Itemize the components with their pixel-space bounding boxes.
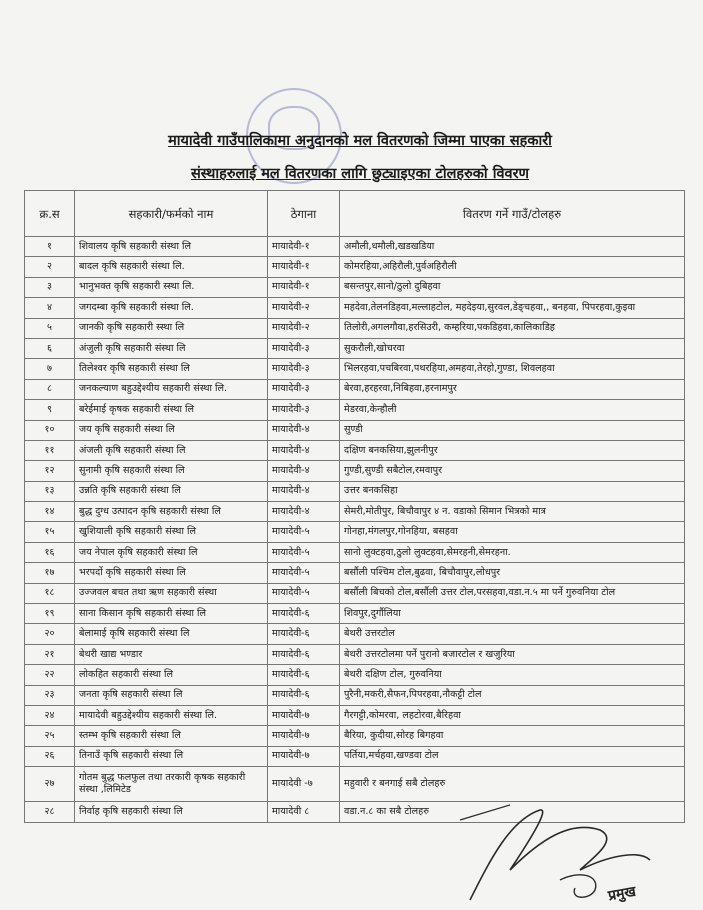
row-serial: २७ [25,767,75,802]
row-name: अंजुली कृषि सहकारी संस्था लि [75,338,268,358]
row-address: मायादेवी ८ [268,802,340,822]
row-areas: शिवपुर,दुर्गौलिया [340,604,685,624]
table-row [25,481,685,501]
table-row [25,563,685,583]
row-serial: ११ [25,440,75,460]
row-address: मायादेवी-५ [268,542,340,562]
row-serial: १९ [25,604,75,624]
footer-stamp: प्रमुख [606,883,638,905]
header-serial: क्र.स [25,191,75,237]
row-serial: १ [25,237,75,257]
row-name: अंजली कृषि सहकारी संस्था लि [75,440,268,460]
table-row [25,318,685,338]
row-name: सुनामी कृषि सहकारी संस्था लि [75,461,268,481]
row-name: शिवालय कृषि सहकारी संस्था लि [75,237,268,257]
row-serial: २६ [25,746,75,766]
table-body [25,237,685,823]
table-row [25,604,685,624]
row-serial: १६ [25,542,75,562]
row-name: स्तम्भ कृषि सहकारी संस्था लि [75,726,268,746]
row-address: मायादेवी-६ [268,665,340,685]
row-address: मायादेवी -७ [268,767,340,802]
row-serial: ५ [25,318,75,338]
row-serial: १२ [25,461,75,481]
row-address: मायादेवी-२ [268,318,340,338]
row-name: तिलेश्वर कृषि सहकारी संस्था लि [75,359,268,379]
row-areas: मेडरवा,केन्हौली [340,400,685,420]
row-areas: बर्सौली बिचको टोल,बर्सौली उत्तर टोल,परसहवा,वडा.न.५ मा पर्ने गुरुवनिया टोल [340,583,685,603]
table-row [25,461,685,481]
table-row [25,542,685,562]
table-row [25,359,685,379]
header-address: ठेगाना [268,191,340,237]
row-address: मायादेवी-६ [268,604,340,624]
header-name: सहकारी/फर्मको नाम [75,191,268,237]
row-areas: बेरवा,हरहरवा,निबिहवा,हरनामपुर [340,379,685,399]
row-serial: २१ [25,644,75,664]
row-areas: गुण्डी,सुण्डी सबैटोल,रमवापुर [340,461,685,481]
row-address: मायादेवी-४ [268,461,340,481]
row-areas: महुवारी र बनगाई सबै टोलहरु [340,767,685,802]
table-row [25,767,685,802]
table-row [25,726,685,746]
row-areas: पर्तिया,मर्चहवा,खण्डवा टोल [340,746,685,766]
row-areas: सुण्डी [340,420,685,440]
row-name: भरपर्दो कृषि सहकारी संस्था लि [75,563,268,583]
row-serial: ६ [25,338,75,358]
table-row [25,522,685,542]
table-row [25,644,685,664]
row-serial: ९ [25,400,75,420]
row-name: बेथरी खाद्य भण्डार [75,644,268,664]
row-serial: २२ [25,665,75,685]
table-row [25,685,685,705]
row-address: मायादेवी-७ [268,726,340,746]
table-row [25,400,685,420]
row-address: मायादेवी-२ [268,298,340,318]
row-name: बादल कृषि सहकारी संस्था लि. [75,257,268,277]
row-areas: महदेवा,तेलनडिहवा,मल्लाहटोल, महदेइया,सुरवल,डेङ्चहवा,, बनहवा, पिपरहवा,कुइवा [340,298,685,318]
row-address: मायादेवी-७ [268,705,340,725]
row-areas: बेथरी उत्तरटोल [340,624,685,644]
table-row [25,502,685,522]
row-areas: दक्षिण बनकसिया,झुलनीपुर [340,440,685,460]
row-areas: बेथरी दक्षिण टोल, गुरुवनिया [340,665,685,685]
row-serial: १३ [25,481,75,501]
row-areas: अमौली,धमौली,खडखडिया [340,237,685,257]
row-address: मायादेवी-१ [268,257,340,277]
row-address: मायादेवी-७ [268,746,340,766]
table-row [25,624,685,644]
row-serial: ४ [25,298,75,318]
table-row [25,257,685,277]
table-row [25,420,685,440]
row-name: जगदम्बा कृषि सहकारी संस्था लि. [75,298,268,318]
row-name: जय कृषि सहकारी संस्था लि [75,420,268,440]
row-address: मायादेवी-४ [268,502,340,522]
row-name: जानकी कृषि सहकारी स्स्था लि [75,318,268,338]
row-areas: बर्सौली पश्चिम टोल,बुढवा, बिचौवापुर,लोधपुर [340,563,685,583]
row-address: मायादेवी-३ [268,359,340,379]
table-row [25,583,685,603]
row-areas: सुकरौली,खोचरवा [340,338,685,358]
row-name: भानुभक्त कृषि सहकारी स्स्था लि. [75,277,268,297]
row-name: मायादेवी बहुउद्देश्यीय सहकारी संस्था लि. [75,705,268,725]
table-row [25,746,685,766]
row-address: मायादेवी-३ [268,338,340,358]
row-serial: ३ [25,277,75,297]
row-serial: ७ [25,359,75,379]
row-address: मायादेवी-५ [268,563,340,583]
row-serial: २५ [25,726,75,746]
row-areas: बसन्तपुर,सानो/ठुलो दुबिहवा [340,277,685,297]
table-row [25,379,685,399]
row-name: बेलामाई कृषि सहकारी संस्था लि [75,624,268,644]
table-row [25,705,685,725]
row-areas: गोनहा,मंगलपुर,गोनहिया, बसहवा [340,522,685,542]
row-areas: भिलरहवा,पचबिरवा,पथरहिया,अमहवा,तेरहो,गुण्डा, शिवलहवा [340,359,685,379]
row-name: गोतम बुद्ध फलफुल तथा तरकारी कृषक सहकारी संस्था ,लिमिटेड [75,767,268,802]
row-name: उन्नति कृषि सहकारी संस्था लि [75,481,268,501]
row-serial: ८ [25,379,75,399]
row-name: जनकल्याण बहुउद्देश्यीय सहकारी संस्था लि. [75,379,268,399]
row-serial: २८ [25,802,75,822]
row-address: मायादेवी-५ [268,522,340,542]
table-row [25,298,685,318]
row-name: बुद्ध दुग्ध उत्पादन कृषि सहकारी संस्था लि [75,502,268,522]
row-address: मायादेवी-३ [268,379,340,399]
row-areas: सानो लुक्टहवा,ठुलो लुक्टहवा,सेमरहनी,सेमरहना. [340,542,685,562]
row-address: मायादेवी-६ [268,624,340,644]
row-address: मायादेवी-६ [268,685,340,705]
row-areas: उत्तर बनकसिहा [340,481,685,501]
row-address: मायादेवी-६ [268,644,340,664]
row-areas: गैरगट्टी,कोमरवा, लहटोरवा,बैरिहवा [340,705,685,725]
row-areas: वडा.न.८ का सबै टोलहरु [340,802,685,822]
table-row [25,338,685,358]
signature [450,800,680,910]
row-serial: २० [25,624,75,644]
row-name: बरेईमाई कृषक सहकारी संस्था लि [75,400,268,420]
table-row [25,440,685,460]
row-address: मायादेवी-४ [268,420,340,440]
row-address: मायादेवी-५ [268,583,340,603]
row-name: खुशियाली कृषि सहकारी संस्था लि [75,522,268,542]
row-name: जय नेपाल कृषि सहकारी संस्था लि [75,542,268,562]
row-areas: कोमरहिया,अहिरौली,पुर्वअहिरौली [340,257,685,277]
table-header-row [25,191,685,237]
row-name: तिनाउँ कृषि सहकारी संस्था लि [75,746,268,766]
row-name: जनता कृषि सहकारी संस्था लि [75,685,268,705]
row-serial: १५ [25,522,75,542]
table-row [25,277,685,297]
row-serial: १४ [25,502,75,522]
row-name: लोकहित सहकारी संस्था लि [75,665,268,685]
document-title-line-2: संस्थाहरुलाई मल वितरणका लागि छुट्याइएका टोलहरुको विवरण [190,165,530,182]
row-name: साना किसान कृषि सहकारी संस्था लि [75,604,268,624]
row-areas: बैरिया, कुदीया,सोरह बिगहवा [340,726,685,746]
row-name: उज्जवल बचत तथा ऋण सहकारी संस्था [75,583,268,603]
row-serial: २४ [25,705,75,725]
table-row [25,665,685,685]
row-address: मायादेवी-४ [268,481,340,501]
document-title-line-1: मायादेवी गाउँपालिकामा अनुदानको मल वितरणको जिम्मा पाएका सहकारी [168,132,552,149]
row-serial: १७ [25,563,75,583]
row-address: मायादेवी-१ [268,277,340,297]
row-serial: १८ [25,583,75,603]
row-areas: पुरैनी,मकरी,सैफन,पिपरहवा,नौकट्टी टोल [340,685,685,705]
row-serial: १० [25,420,75,440]
row-name: निर्वाह कृषि सहकारी संस्था लि [75,802,268,822]
table-row [25,237,685,257]
row-serial: २ [25,257,75,277]
distribution-table [24,190,685,823]
header-areas: वितरण गर्ने गाउँ/टोलहरु [340,191,685,237]
row-areas: तिलोरी,अगलगौवा,हरसिउरी, कम्हरिया,पकडिहवा,कालिकाडिह [340,318,685,338]
row-areas: बेथरी उत्तरटोलमा पर्ने पुरानो बजारटोल र खजुरिया [340,644,685,664]
row-address: मायादेवी-४ [268,440,340,460]
row-address: मायादेवी-१ [268,237,340,257]
row-areas: सेमरी,मोतीपुर, बिचौवापुर ४ न. वडाको सिमान भित्रको मात्र [340,502,685,522]
row-address: मायादेवी-३ [268,400,340,420]
row-serial: २३ [25,685,75,705]
